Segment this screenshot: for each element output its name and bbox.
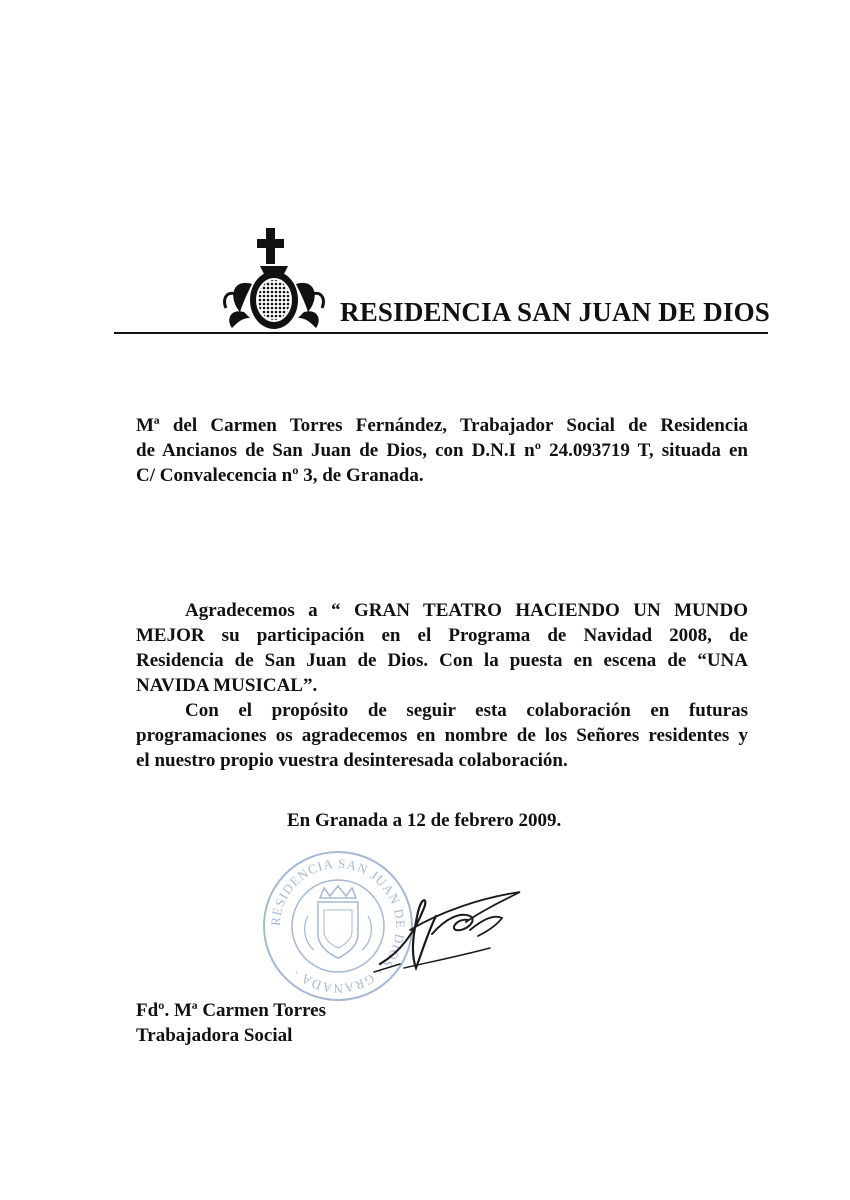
body-line: programaciones os agradecemos en nombre de los Señores residentes y [136,725,748,746]
intro-line: de Ancianos de San Juan de Dios, con D.N.I nº 24.093719 T, situada en [136,440,748,461]
header-divider [114,332,768,334]
body-line: Agradecemos a “ GRAN TEATRO HACIENDO UN MUNDO [185,600,748,621]
handwritten-signature-icon [370,872,530,982]
body-line: Con el propósito de seguir esta colaboración en futuras [185,700,748,721]
signer-block [136,998,326,1048]
signer-role: Trabajadora Social [136,1025,293,1046]
intro-line: Mª del Carmen Torres Fernández, Trabajador Social de Residencia [136,415,748,436]
body-line: MEJOR su participación en el Programa de Navidad 2008, de [136,625,748,646]
intro-line: C/ Convalecencia nº 3, de Granada. [136,465,424,486]
place-and-date: En Granada a 12 de febrero 2009. [287,810,562,831]
body-line: Residencia de San Juan de Dios. Con la puesta en escena de “UNA [136,650,748,671]
cross-pomegranate-emblem-icon [222,226,326,336]
body-line: el nuestro propio vuestra desinteresada colaboración. [136,750,568,771]
intro-paragraph [136,413,748,488]
signer-name: Fdº. Mª Carmen Torres [136,1000,326,1021]
body-paragraph [136,598,748,773]
institution-title: RESIDENCIA SAN JUAN DE DIOS [340,297,770,327]
stamp-ring-text: RESIDENCIA SAN JUAN DE DIOS · GRANADA · [267,855,409,997]
body-line: NAVIDA MUSICAL”. [136,675,318,696]
